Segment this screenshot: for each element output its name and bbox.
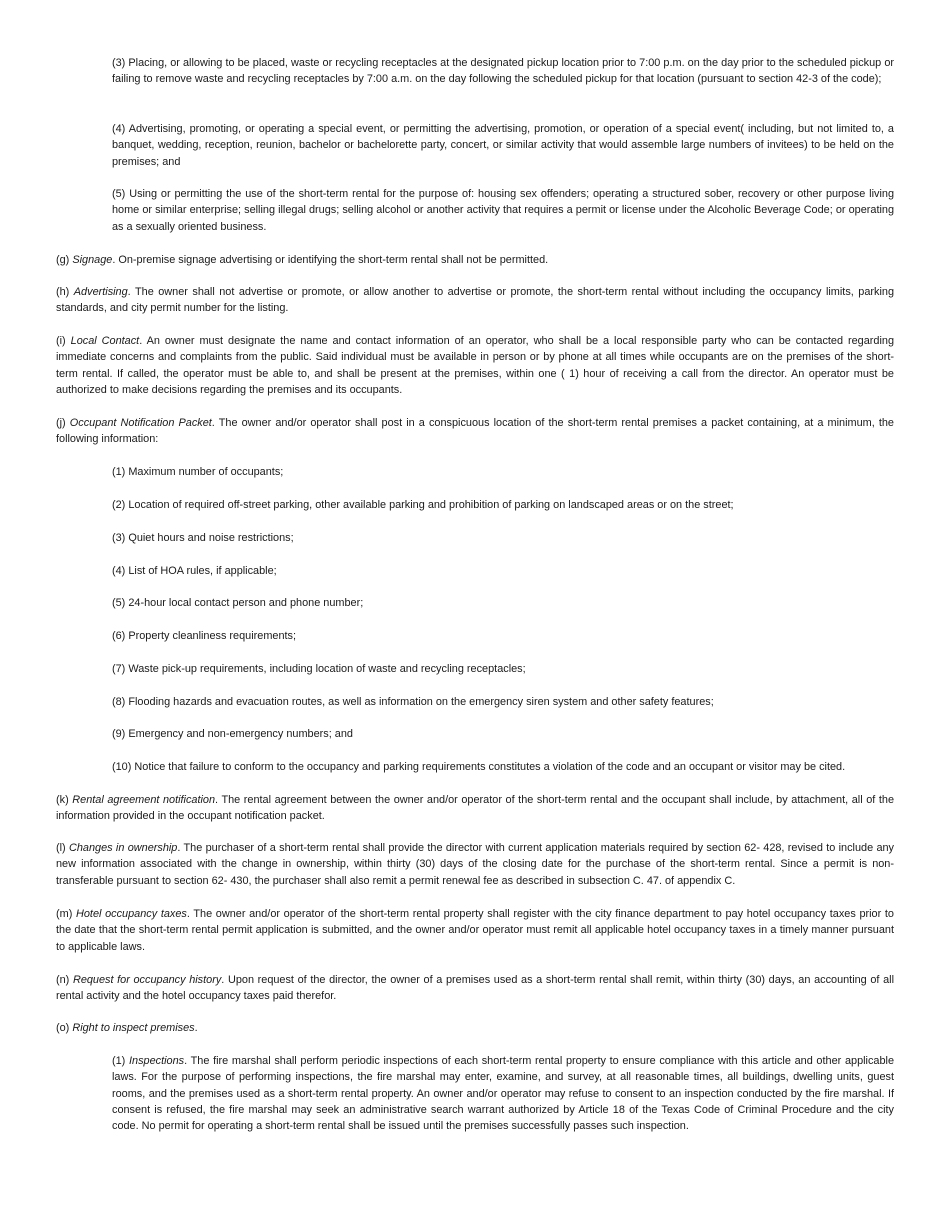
list-item-j4	[112, 563, 894, 579]
section-text: .	[194, 1022, 198, 1034]
paragraph-j-occupant-notification	[56, 415, 894, 448]
item-label: (4)	[112, 123, 126, 135]
section-label: (m)	[56, 908, 73, 920]
item-label: (1)	[112, 1055, 126, 1067]
section-title: Right to inspect premises	[72, 1022, 195, 1034]
section-text: . The purchaser of a short-term rental shall provide the director with current application materials required by section 62- 428, revised to include any new information associated with the change in ownership, within thirty (30) days of the closing date for the purchase of the short-term rental. Since a permit is non-transferable pursuant to section 62- 430, the purchaser shall also remit a permit renewal fee as described in subsection C. 47. of appendix C.	[56, 842, 894, 887]
paragraph-o1-inspections	[112, 1053, 894, 1134]
section-label: (n)	[56, 974, 70, 986]
item-text: Notice that failure to conform to the occupancy and parking requirements constitutes a violation of the code and an occupant or visitor may be cited.	[134, 761, 846, 773]
section-text: . The owner and/or operator shall post in a conspicuous location of the short-term rental premises a packet containing, at a minimum, the following information:	[56, 417, 894, 446]
section-text: . On-premise signage advertising or identifying the short-term rental shall not be permitted.	[112, 254, 549, 266]
list-item-j5	[112, 595, 894, 611]
section-label: (i)	[56, 335, 66, 347]
item-label: (6)	[112, 630, 126, 642]
item-label: (7)	[112, 663, 126, 675]
paragraph-o-right-to-inspect	[56, 1020, 894, 1036]
item-label: (9)	[112, 728, 126, 740]
section-title: Request for occupancy history	[72, 974, 222, 986]
item-text: Advertising, promoting, or operating a special event, or permitting the advertising, promotion, or operation of a special event( including, but not limited to, a banquet, wedding, reception, reunion, bachelor or bachelorette party, concert, or similar activity that would assemble large numbers of invitees) to be held on the premises; and	[112, 123, 894, 168]
item-label: (4)	[112, 565, 126, 577]
paragraph-l-changes-in-ownership	[56, 840, 894, 889]
item-label: (5)	[112, 597, 126, 609]
item-text: Location of required off-street parking, other available parking and prohibition of parking on landscaped areas or on the street;	[128, 499, 734, 511]
list-item-j9	[112, 726, 894, 742]
section-title: Signage	[72, 254, 113, 266]
section-label: (k)	[56, 794, 69, 806]
paragraph-i-local-contact	[56, 333, 894, 398]
item-text: Emergency and non-emergency numbers; and	[128, 728, 353, 740]
section-title: Local Contact	[70, 335, 140, 347]
item-text: 24-hour local contact person and phone number;	[128, 597, 364, 609]
item-text: . The fire marshal shall perform periodic inspections of each short-term rental property to ensure compliance with this article and other applicable laws. For the purpose of performing inspections, the fire marshal may enter, examine, and survey, at all reasonable times, all buildings, dwelling units, guest rooms, and the premises used as a short-term rental property. An owner and/or operator may refuse to consent to an inspection conducted by the fire marshal. If consent is refused, the fire marshal may seek an administrative search warrant authorized by Article 18 of the Texas Code of Criminal Procedure and the city code. No permit for operating a short-term rental shall be issued until the premises successfully passes such inspection.	[112, 1055, 894, 1133]
item-label: (8)	[112, 696, 126, 708]
section-label: (j)	[56, 417, 66, 429]
paragraph-f5	[112, 186, 894, 235]
item-label: (10)	[112, 761, 132, 773]
item-text: Using or permitting the use of the short-term rental for the purpose of: housing sex offenders; operating a structured sober, recovery or other purpose living home or similar enterprise; selling illegal drugs; selling alcohol or another activity that requires a permit or license under the Alcoholic Beverage Code; or operating as a sexually oriented business.	[112, 188, 894, 233]
section-label: (g)	[56, 254, 70, 266]
section-text: . An owner must designate the name and contact information of an operator, who shall be a local responsible party who can be contacted regarding immediate concerns and complaints from the public. Said individual must be available in person or by phone at all times while occupants are on the premises of the short-term rental. If called, the operator must be able to, and shall be present at the premises, within one ( 1) hour of receiving a call from the director. An operator must be authorized to make decisions regarding the premises and its occupants.	[56, 335, 894, 396]
item-label: (3)	[112, 57, 126, 69]
paragraph-g-signage	[56, 252, 894, 268]
item-label: (5)	[112, 188, 126, 200]
section-title: Occupant Notification Packet	[69, 417, 212, 429]
section-text: . The owner and/or operator of the short-term rental property shall register with the city finance department to pay hotel occupancy taxes prior to the date that the short-term rental permit application is submitted, and the owner and/or operator must remit all applicable hotel occupancy taxes in a timely manner pursuant to applicable laws.	[56, 908, 894, 953]
paragraph-h-advertising	[56, 284, 894, 317]
paragraph-f3	[112, 55, 894, 88]
section-title: Changes in ownership	[69, 842, 178, 854]
item-text: Placing, or allowing to be placed, waste or recycling receptacles at the designated pickup location prior to 7:00 p.m. on the day prior to the scheduled pickup or failing to remove waste and recycling receptacles by 7:00 a.m. on the day following the scheduled pickup for that location (pursuant to section 42-3 of the code);	[112, 57, 895, 86]
item-text: List of HOA rules, if applicable;	[128, 565, 277, 577]
list-item-j3	[112, 530, 894, 546]
list-item-j2	[112, 497, 894, 513]
section-label: (l)	[56, 842, 66, 854]
list-item-j6	[112, 628, 894, 644]
item-label: (3)	[112, 532, 126, 544]
paragraph-k-rental-agreement	[56, 792, 894, 825]
item-text: Flooding hazards and evacuation routes, as well as information on the emergency siren system and other safety features;	[128, 696, 714, 708]
section-title: Advertising	[73, 286, 128, 298]
item-label: (2)	[112, 499, 126, 511]
list-item-j10	[112, 759, 894, 775]
list-item-j1	[112, 464, 894, 480]
paragraph-f4	[112, 121, 894, 170]
item-text: Waste pick-up requirements, including location of waste and recycling receptacles;	[128, 663, 526, 675]
list-item-j8	[112, 694, 894, 710]
item-text: Quiet hours and noise restrictions;	[128, 532, 294, 544]
item-label: (1)	[112, 466, 126, 478]
paragraph-m-hotel-occupancy-taxes	[56, 906, 894, 955]
section-title: Hotel occupancy taxes	[76, 908, 187, 920]
item-text: Property cleanliness requirements;	[128, 630, 297, 642]
section-title: Rental agreement notification	[72, 794, 216, 806]
section-text: . The owner shall not advertise or promote, or allow another to advertise or promote, the short-term rental without including the occupancy limits, parking standards, and city permit number for the listing.	[56, 286, 894, 315]
item-title: Inspections	[129, 1055, 185, 1067]
section-text: . Upon request of the director, the owner of a premises used as a short-term rental shall remit, within thirty (30) days, an accounting of all rental activity and the hotel occupancy taxes paid therefor.	[56, 974, 894, 1003]
item-text: Maximum number of occupants;	[128, 466, 284, 478]
section-label: (o)	[56, 1022, 70, 1034]
section-text: . The rental agreement between the owner and/or operator of the short-term rental and the occupant shall include, by attachment, all of the information provided in the occupant notification packet.	[56, 794, 894, 823]
list-item-j7	[112, 661, 894, 677]
section-label: (h)	[56, 286, 70, 298]
paragraph-n-occupancy-history	[56, 972, 894, 1005]
